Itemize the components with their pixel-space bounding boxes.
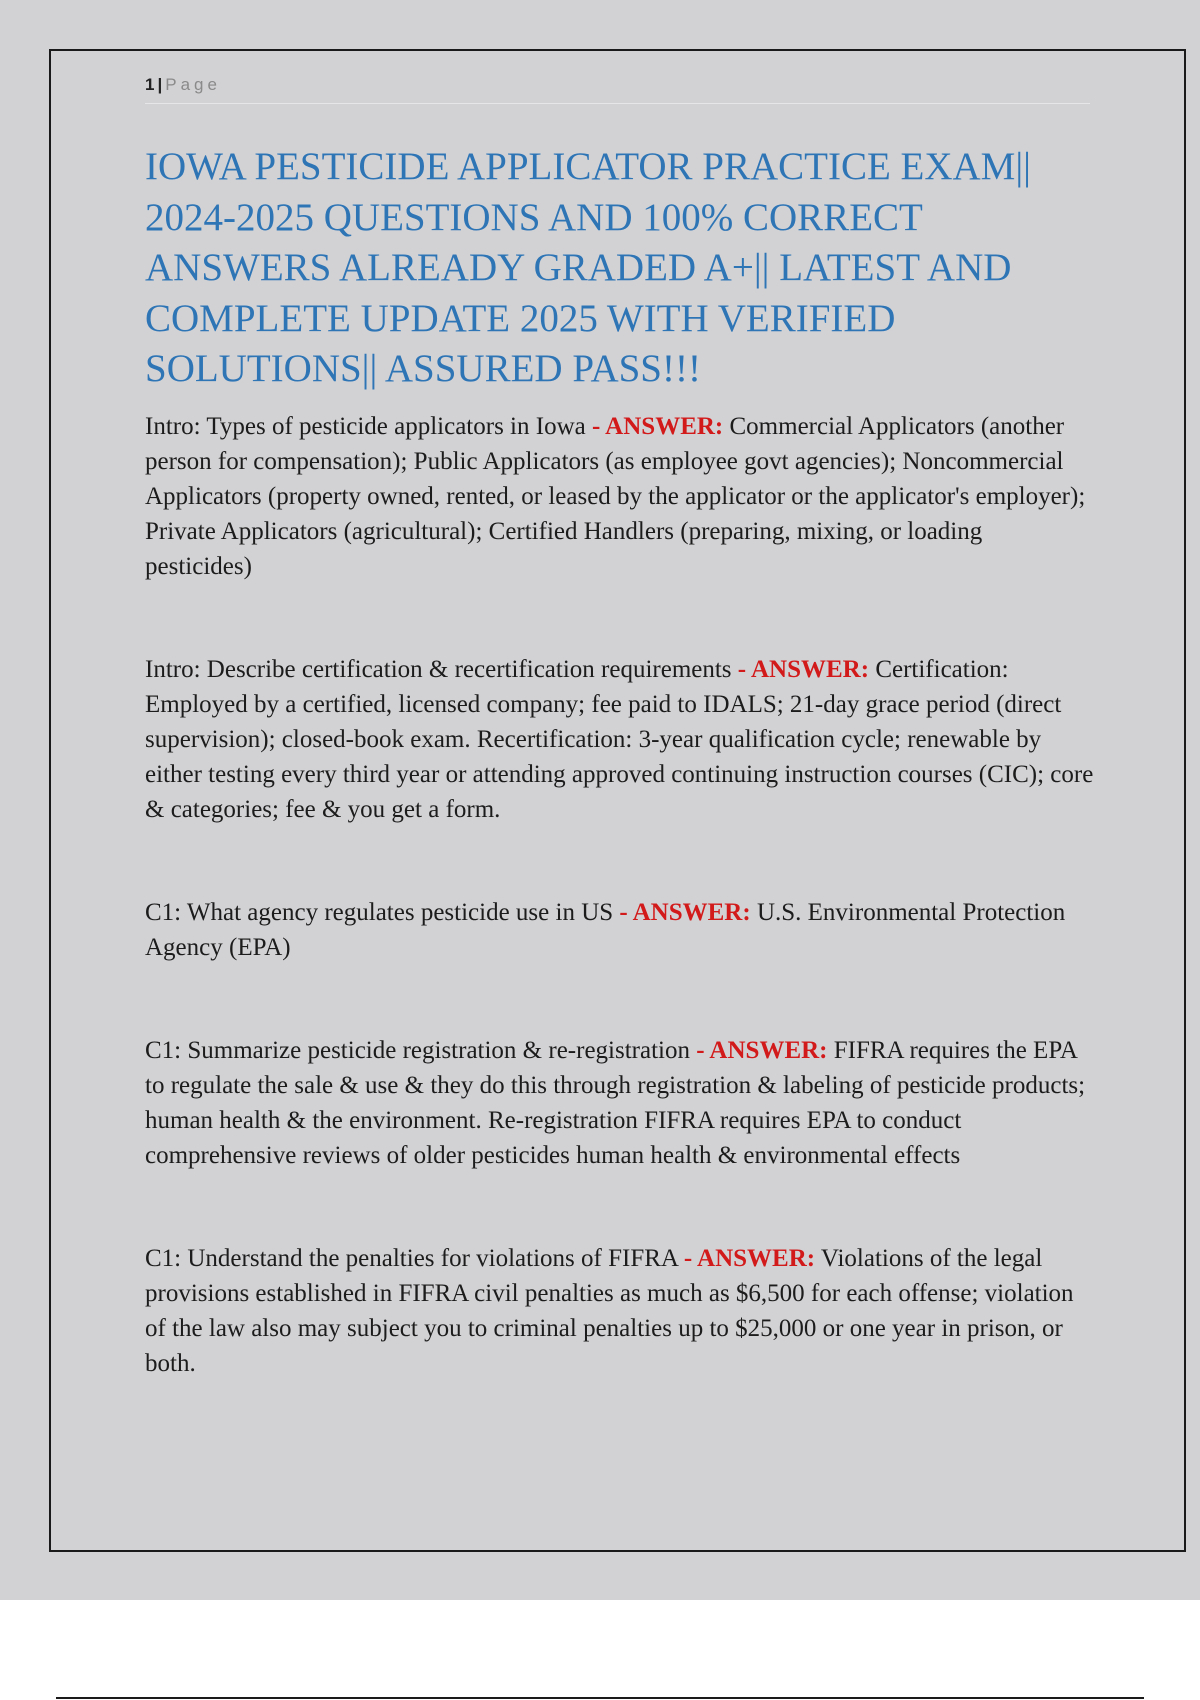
qa-item <box>145 1033 1095 1173</box>
answer-marker: - ANSWER: <box>591 413 724 440</box>
answer-text: FIFRA requires the EPA to regulate the sale & use & they do this through registration & labeling of pesticide products; human health & the environment. Re-registration FIFRA requires EPA to conduct comprehensive reviews of older pesticides human health & environmental effects <box>145 1037 1086 1169</box>
question-text: C1: What agency regulates pesticide use in US <box>145 899 614 926</box>
qa-item <box>145 409 1095 584</box>
page-header <box>145 75 1090 104</box>
page-label: Page <box>165 75 221 94</box>
question-text: Intro: Describe certification & recertification requirements <box>145 656 732 683</box>
qa-item <box>145 1241 1095 1381</box>
answer-text: Certification: Employed by a certified, licensed company; fee paid to IDALS; 21-day grace period (direct supervision); closed-book exam. Recertification: 3-year qualification cycle; renewable by either testing every third year or attending approved continuing instruction courses (CIC); core & categories; fee & you get a form. <box>145 656 1094 823</box>
qa-item <box>145 895 1095 965</box>
answer-marker: - ANSWER: <box>737 656 870 683</box>
answer-text: Violations of the legal provisions established in FIFRA civil penalties as much as $6,500 for each offense; violation of the law also may subject you to criminal penalties up to $25,000 or one year in prison, or both. <box>145 1245 1074 1377</box>
qa-item <box>145 652 1095 827</box>
page-number: 1 <box>145 75 155 94</box>
answer-text: U.S. Environmental Protection Agency (EPA) <box>145 899 1066 961</box>
answer-marker: - ANSWER: <box>683 1245 816 1272</box>
question-text: C1: Summarize pesticide registration & re-registration <box>145 1037 690 1064</box>
next-page-top-rule <box>56 1697 1144 1699</box>
document-title: IOWA PESTICIDE APPLICATOR PRACTICE EXAM|| 2024-2025 QUESTIONS AND 100% CORRECT ANSWERS ALREADY GRADED A+|| LATEST AND COMPLETE UPDATE 2025 WITH VERIFIED SOLUTIONS|| ASSURED PASS!!! <box>145 145 1031 390</box>
answer-marker: - ANSWER: <box>619 899 751 926</box>
question-text: Intro: Types of pesticide applicators in Iowa <box>145 413 586 440</box>
qa-list <box>145 409 1095 1381</box>
page-separator: | <box>157 75 163 94</box>
answer-text: Commercial Applicators (another person for compensation); Public Applicators (as employee govt agencies); Noncommercial Applicators (property owned, rented, or leased by the applicator or the applicator's employer); Private Applicators (agricultural); Certified Handlers (preparing, mixing, or loading pesticides) <box>145 413 1086 580</box>
answer-marker: - ANSWER: <box>696 1037 828 1064</box>
question-text: C1: Understand the penalties for violations of FIFRA <box>145 1245 678 1272</box>
